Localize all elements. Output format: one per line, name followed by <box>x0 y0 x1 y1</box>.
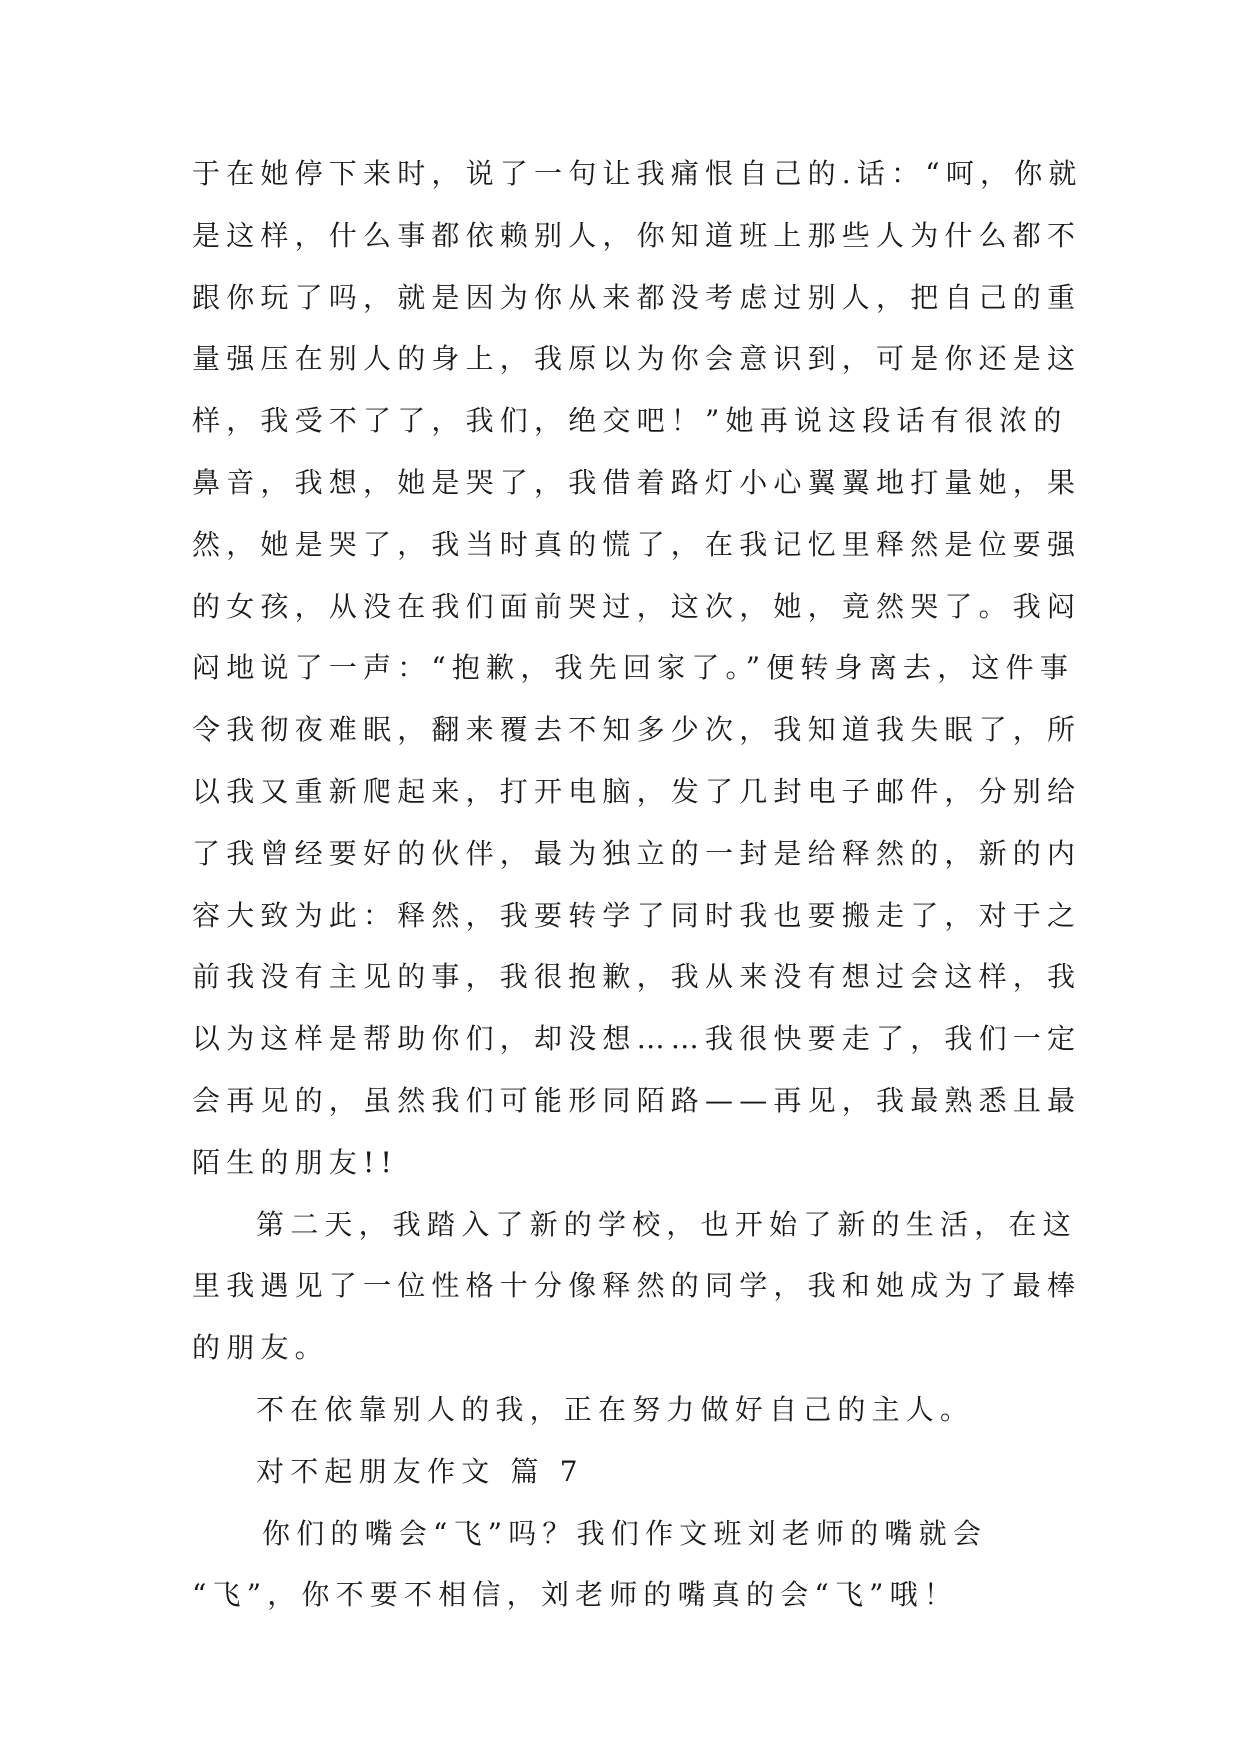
text-line: 里我遇见了一位性格十分像释然的同学，我和她成为了最棒 <box>192 1269 1082 1303</box>
text-line: 闷地说了一声：“抱歉，我先回家了。”便转身离去，这件事 <box>192 651 1075 685</box>
paragraph-start-line: 不在依靠别人的我，正在努力做好自己的主人。 <box>256 1392 975 1426</box>
text-line: 是这样，什么事都依赖别人，你知道班上那些人为什么都不 <box>192 218 1082 252</box>
text-line: 的女孩，从没在我们面前哭过，这次，她，竟然哭了。我闷 <box>192 589 1082 623</box>
text-line: 鼻音，我想，她是哭了，我借着路灯小心翼翼地打量她，果 <box>192 465 1082 499</box>
text-line: 令我彻夜难眠，翻来覆去不知多少次，我知道我失眠了，所 <box>192 713 1082 747</box>
text-line: 容大致为此：释然，我要转学了同时我也要搬走了，对于之 <box>192 898 1082 932</box>
paragraph-start-line: 你们的嘴会“飞”吗？我们作文班刘老师的嘴就会 <box>262 1516 988 1550</box>
text-line: 陌生的朋友!! <box>192 1145 398 1179</box>
body-text <box>192 157 1083 1643</box>
text-line: 然，她是哭了，我当时真的慌了，在我记忆里释然是位要强 <box>192 527 1082 561</box>
text-line: 于在她停下来时，说了一句让我痛恨自己的.话：“呵，你就 <box>192 157 1083 190</box>
text-line: 会再见的，虽然我们可能形同陌路——再见，我最熟悉且最 <box>192 1083 1082 1117</box>
text-line: 量强压在别人的身上，我原以为你会意识到，可是你还是这 <box>192 342 1082 376</box>
text-line: 跟你玩了吗，就是因为你从来都没考虑过别人，把自己的重 <box>192 280 1082 314</box>
text-line: 以为这样是帮助你们，却没想……我很快要走了，我们一定 <box>192 1022 1082 1056</box>
text-line: “飞”，你不要不相信，刘老师的嘴真的会“飞”哦！ <box>192 1578 959 1612</box>
text-line: 以我又重新爬起来，打开电脑，发了几封电子邮件，分别给 <box>192 774 1082 808</box>
text-line: 样，我受不了了，我们，绝交吧！”她再说这段话有很浓的 <box>192 404 1068 438</box>
text-line: 的朋友。 <box>192 1331 329 1365</box>
text-line: 前我没有主见的事，我很抱歉，我从来没有想过会这样，我 <box>192 960 1082 994</box>
paragraph-start-line: 第二天，我踏入了新的学校，也开始了新的生活，在这 <box>256 1207 1077 1241</box>
section-heading: 对不起朋友作文 篇 7 <box>256 1454 584 1488</box>
text-line: 了我曾经要好的伙伴，最为独立的一封是给释然的，新的内 <box>192 836 1082 870</box>
